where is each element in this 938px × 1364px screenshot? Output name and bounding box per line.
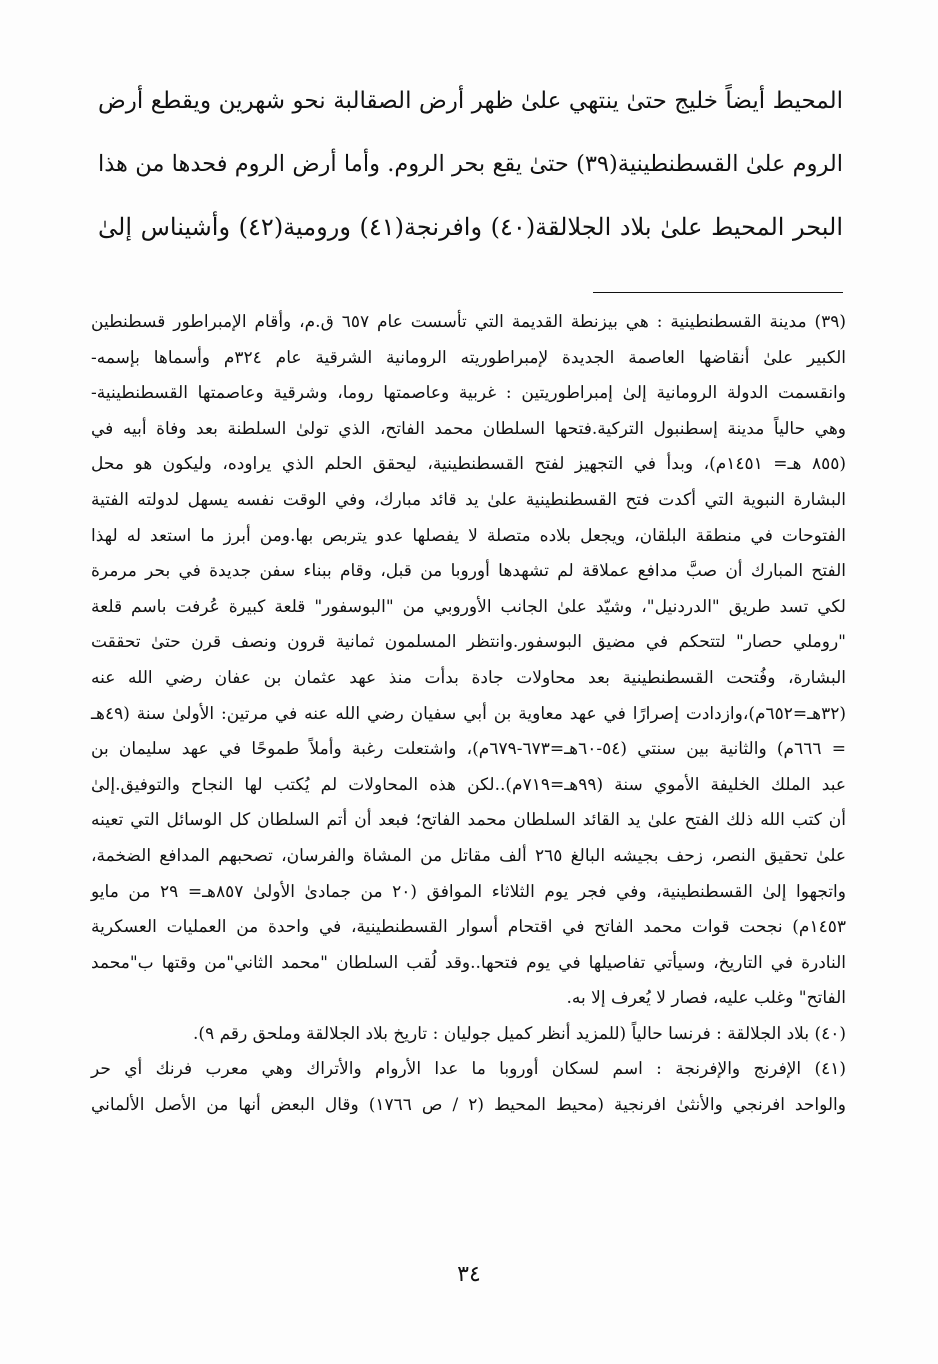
footnote-line: ١٤٥٣م) نجحت قوات محمد الفاتح في اقتحام أسوار القسطنطينية، في واحدة من العمليات العسكرية [91, 917, 846, 938]
footnote-line: عبد الملك الخليفة الأموي سنة (٩٩هـ=٧١٩م)..لكن هذه المحاولات لم يُكتب لها النجاح والتوفيق.إلىٰ [91, 774, 847, 795]
footnote-line: علىٰ تحقيق النصر، زحف بجيشه البالغ ٢٦٥ ألف مقاتل من المشاة والفرسان، تصحبهم المدافع الضخمة، [91, 845, 846, 866]
footnote-line: لكي تسد طريق "الدردنيل"، وشيّد علىٰ الجانب الأوروبي من "البوسفور" قلعة كبيرة عُرفت باسم قلعة [91, 596, 846, 617]
footnote-line: (٣٢هـ=٦٥٢م)،وازدادت إصرارًا في عهد معاوية بن أبي سفيان رضي الله عنه في مرتين: الأولىٰ سنة (٤٩هـ [91, 703, 846, 724]
footnote-line: = ٦٦٦م) والثانية بين سنتي (٥٤-٦٠هـ=٦٧٣-٦٧٩م)، واشتعلت رغبة وأملاً طموحًا في عهد سليمان بن [91, 739, 846, 760]
main-text-block [98, 70, 843, 259]
footnote-line: الفتح المبارك أن صبَّ مدافع عملاقة لم تشهدها أوروبا من قبل، وقام ببناء سفن جديدة في بحر مرمرة [91, 561, 846, 582]
main-text-line: البحر المحيط علىٰ بلاد الجلالقة(٤٠) وافرنجة(٤١) ورومية(٤٢) وأشيناس إلىٰ [98, 213, 844, 241]
footnotes-block [91, 305, 846, 1124]
footnote-line: والواحد افرنجي والأنثىٰ افرنجية (محيط المحيط (٢ / ص ١٧٦٦) وقال البعض أنها من الأصل الألماني [91, 1095, 846, 1116]
page-number: ٣٤ [457, 1262, 481, 1287]
footnote-divider [593, 292, 843, 293]
footnote-line: الفتوحات في منطقة البلقان، ويجعل بلاده متصلة لا يفصلها عدو يتربص بها.ومن أبرز ما استعد له لهذا [91, 525, 846, 546]
footnote-line: الكبير علىٰ أنقاضها العاصمة الجديدة لإمبراطوريته الرومانية الشرقية عام ٣٢٤م وأسماها بإسمه- [91, 347, 846, 368]
footnote-line: النادرة في التاريخ، وسيأتي تفاصيلها في يوم فتحها..وقد لُقب السلطان "محمد الثاني"من وقتها ب"محمد [91, 952, 846, 973]
footnote-line: "روملي حصار" لتتحكم في مضيق البوسفور.وانتظر المسلمون ثمانية قرون ونصف قرن حتىٰ تحققت [91, 632, 846, 653]
footnote-line: واتجهوا إلىٰ القسطنطينية، وفي فجر يوم الثلاثاء الموافق (٢٠ من جمادىٰ الأولىٰ ٨٥٧هـ= ٢٩ من مايو [91, 881, 846, 902]
footnote-line: البشارة النبوية التي أكدت فتح القسطنطينية علىٰ يد قائد مبارك، وفي الوقت نفسه يسهل لدولته الفتية [91, 489, 846, 510]
footnote-line: البشارة، وفُتحت القسطنطينية بعد محاولات جادة بدأت منذ عهد عثمان بن عفان رضي الله عنه [91, 667, 846, 688]
footnote-line: وهي حالياً مدينة إسطنبول التركية.فتحها السلطان محمد الفاتح، الذي تولىٰ السلطنة بعد وفاة أبيه في [91, 418, 846, 439]
footnote-line: (٤٠) بلاد الجلالقة : فرنسا حالياً (للمزيد أنظر كميل جوليان : تاريخ بلاد الجلالقة وملحق رقم ٩). [193, 1023, 846, 1044]
footnote-line: (٣٩) مدينة القسطنطينية : هي بيزنطة القديمة التي تأسست عام ٦٥٧ ق.م، وأقام الإمبراطور قسطنطين [91, 312, 846, 332]
footnote-line: (٨٥٥ هـ= ١٤٥١م)، وبدأ في التجهيز لفتح القسطنطينية، ليحقق الحلم الذي يراوده، وليكون هو محل [91, 454, 847, 475]
footnote-line: وانقسمت الدولة الرومانية إلىٰ إمبراطوريتين : غربية وعاصمتها روما، وشرقية وعاصمتها القسطنطينية- [91, 383, 846, 404]
footnote-line: الفاتح" وغلب عليه، فصار لا يُعرف إلا به. [566, 988, 846, 1009]
main-text-line: المحيط أيضاً خليج حتىٰ ينتهي علىٰ ظهر أرض الصقالبة نحو شهرين ويقطع أرض [98, 88, 843, 114]
main-text-line: الروم علىٰ القسطنطينية(٣٩) حتىٰ يقع بحر الروم. وأما أرض الروم فحدها من هذا [98, 151, 843, 177]
footnote-line: أن كتب الله ذلك الفتح علىٰ يد القائد السلطان محمد الفاتح؛ فبعد أن أتم السلطان كل الوسائل التي تعينه [91, 810, 846, 831]
footnote-line: (٤١) الإفرنج والإفرنجة : اسم لسكان أوروبا ما عدا الأروام والأتراك وهي معرب فرنك أي حر [91, 1059, 846, 1080]
